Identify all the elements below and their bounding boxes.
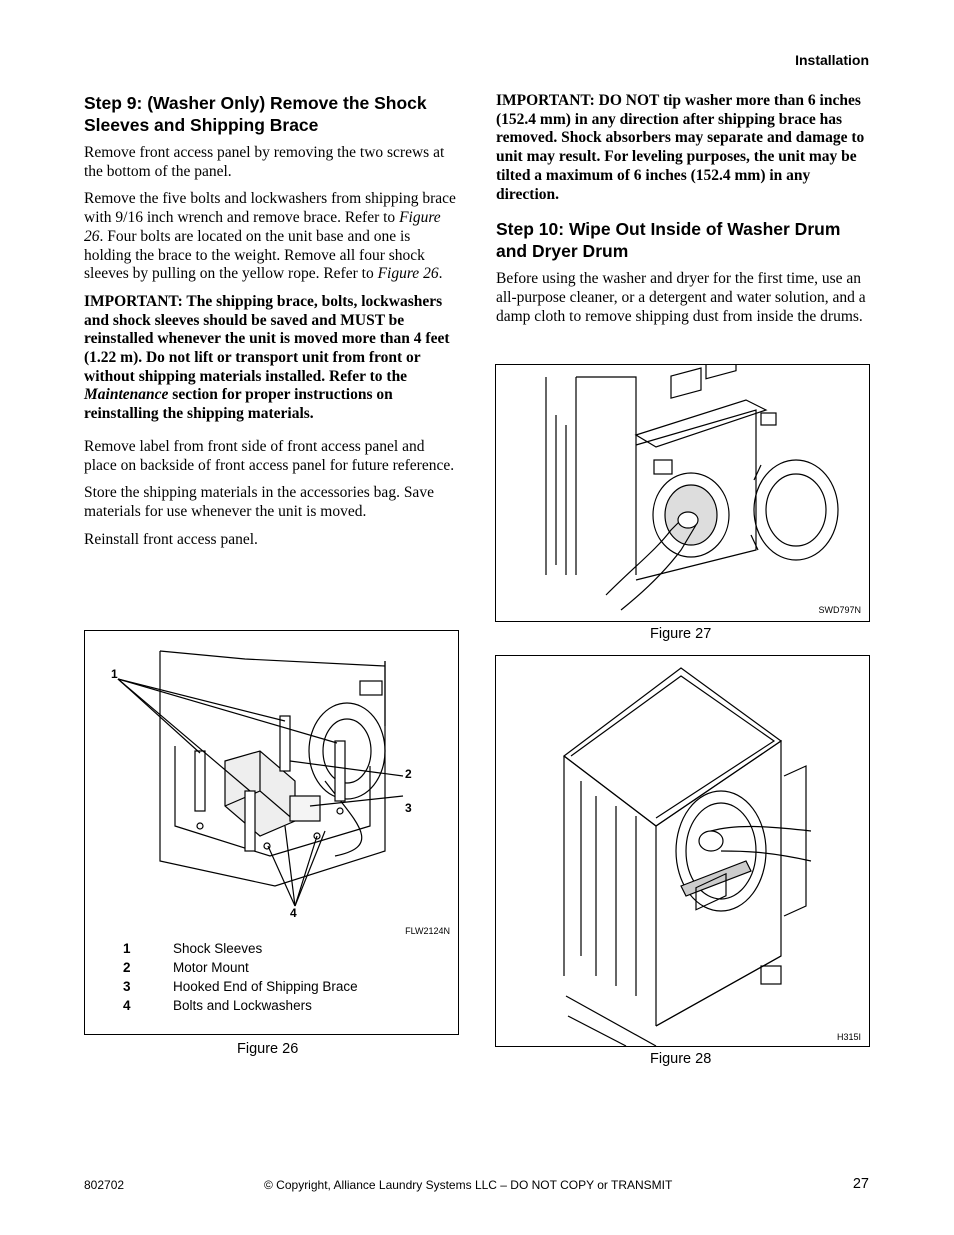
legend-number: 3 [123,979,131,994]
legend-row [123,960,358,979]
step9-paragraph-2 [84,190,458,284]
callout-4: 4 [290,906,297,920]
figure-28-caption: Figure 28 [650,1051,712,1067]
shipping-brace-illustration [85,631,458,931]
step9-paragraph-5: Reinstall front access panel. [84,530,258,548]
callout-3: 3 [405,801,412,815]
step10-paragraph: Before using the washer and dryer for the first time, use an all-purpose cleaner, or a detergent and water solution, and a damp cloth to remove shipping dust from inside the drums. [496,270,866,325]
dryer-drum-illustration [496,656,869,1046]
step9-heading: Step 9: (Washer Only) Remove the Shock Sleeves and Shipping Brace [84,93,427,135]
legend-label: Motor Mount [173,960,249,975]
legend-number: 2 [123,960,131,975]
figure-26-reference[interactable]: Figure 26 [84,209,441,245]
step9-paragraph-3: Remove label from front side of front access panel and place on backside of front access panel for future reference. [84,437,455,474]
text-run: IMPORTANT: The shipping brace, bolts, lockwashers and shock sleeves should be saved and MUST be reinstalled whenever the unit is moved more than 4 feet (1.22 m). Do not lift or transport unit from front or without shipping materials installed. Refer to the [84,292,450,385]
text-run: . Four bolts are located on the unit base and one is holding the brace to the weight. Remove all four shock sleeves by pulling on the yellow rope. Refer to [84,227,425,283]
callout-2: 2 [405,767,412,781]
legend-row [123,998,358,1017]
footer-doc-number: 802702 [84,1178,125,1192]
legend-row [123,941,358,960]
right-column [496,92,870,335]
text-run: Remove the five bolts and lockwashers from shipping brace with 9/16 inch wrench and remove brace. Refer to [84,190,456,227]
legend-label: Hooked End of Shipping Brace [173,979,358,994]
figure-26-legend [123,941,358,1017]
maintenance-reference[interactable]: Maintenance [84,386,169,404]
text-run: section for proper instructions on reinstalling the shipping materials. [84,386,393,423]
step10-heading: Step 10: Wipe Out Inside of Washer Drum and Dryer Drum [496,219,841,262]
figure-27-caption: Figure 27 [650,626,712,642]
legend-row [123,979,358,998]
important-notice [84,293,458,424]
figure-28-box [495,655,870,1047]
footer-copyright: © Copyright, Alliance Laundry Systems LLC – DO NOT COPY or TRANSMIT [264,1178,673,1192]
figure-26-box [84,630,459,1035]
legend-number: 4 [123,998,131,1013]
text-run: . [438,265,443,283]
step9-paragraph-1: Remove front access panel by removing the two screws at the bottom of the panel. [84,144,445,180]
figure-27-code: SWD797N [818,605,861,615]
washer-drum-illustration [496,365,869,621]
figure-26-caption: Figure 26 [237,1041,299,1057]
left-column [84,92,458,558]
tip-warning: IMPORTANT: DO NOT tip washer more than 6 inches (152.4 mm) in any direction after shipping brace has removed. Shock absorbers may separate and damage to unit may result. For leveling purposes, the unit may be tilted a maximum of 6 inches (152.4 mm) in any direction. [496,92,865,203]
figure-27-box [495,364,870,622]
figure-28-code: H315I [836,1032,861,1042]
footer-page-number: 27 [852,1176,869,1192]
legend-label: Bolts and Lockwashers [173,998,312,1013]
figure-26-code: FLW2124N [405,926,450,936]
section-header: Installation [795,52,869,68]
legend-number: 1 [123,941,131,956]
callout-1: 1 [111,667,118,681]
legend-label: Shock Sleeves [173,941,263,956]
step9-paragraph-4: Store the shipping materials in the accessories bag. Save materials for use whenever the unit is moved. [84,484,434,520]
figure-26-reference[interactable]: Figure 26 [377,265,439,283]
